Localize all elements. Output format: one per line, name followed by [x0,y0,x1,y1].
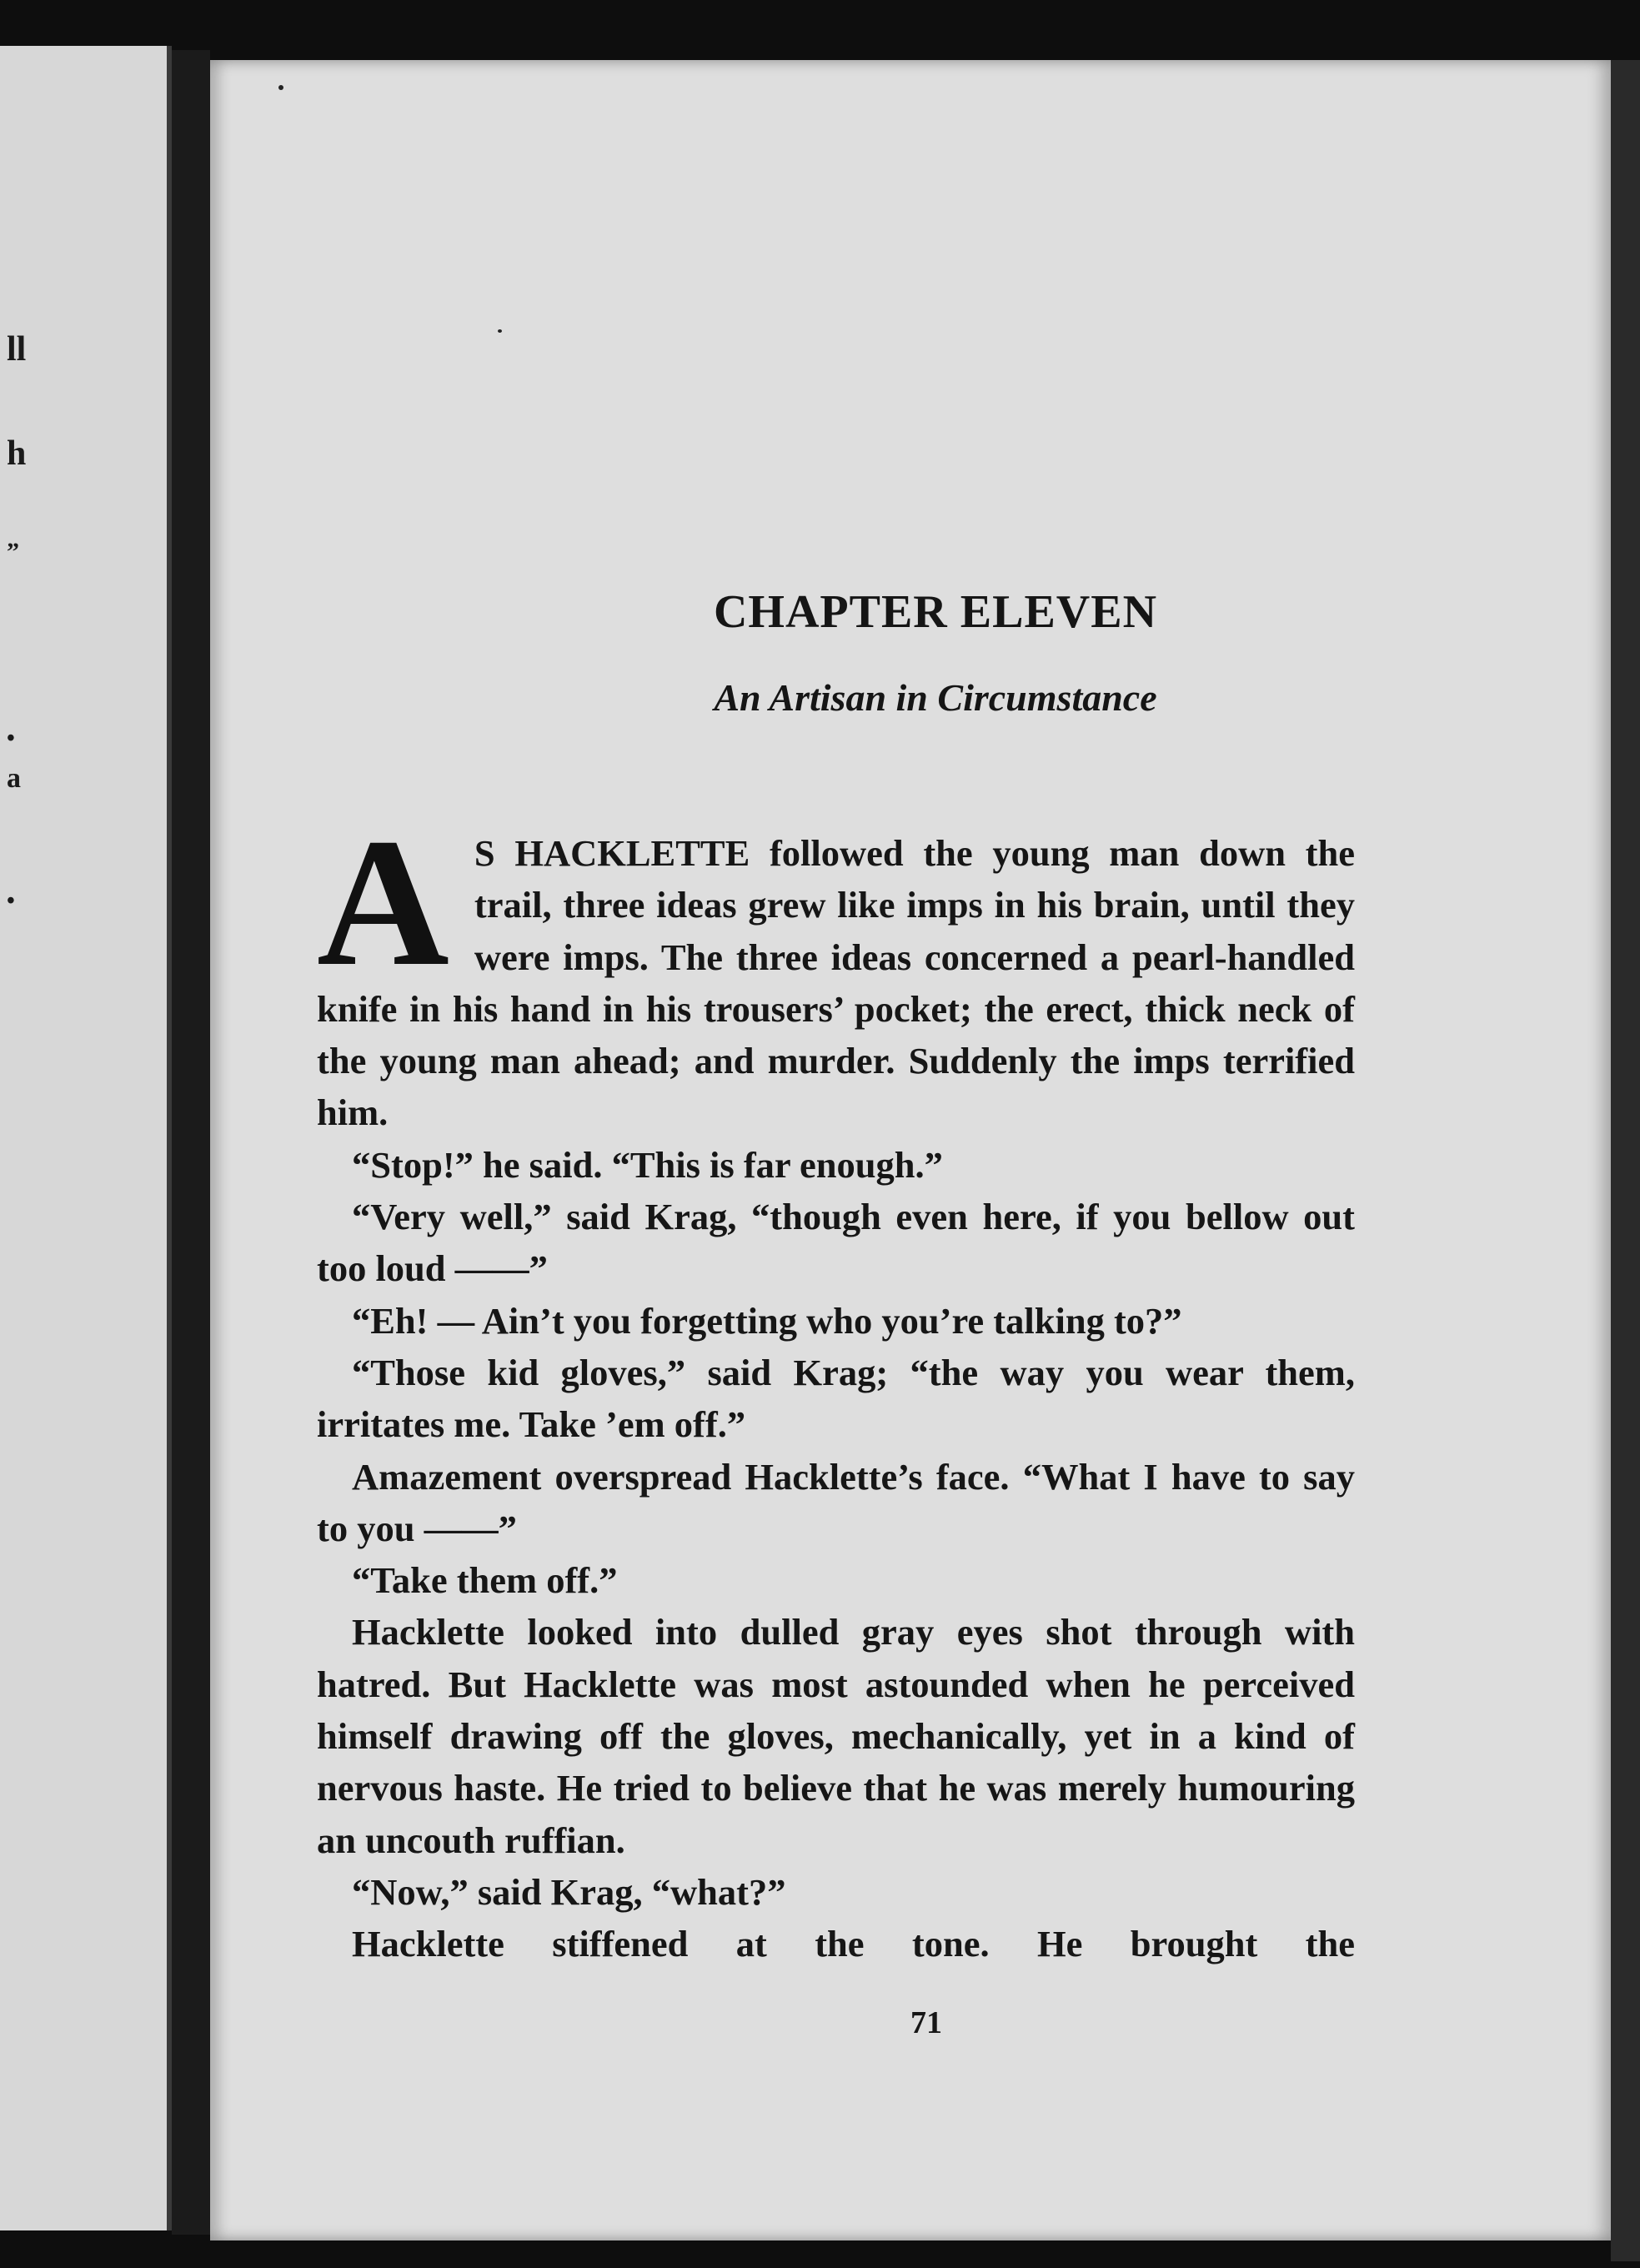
chapter-body [317,800,1355,1970]
chapter-title: CHAPTER ELEVEN [713,586,1158,638]
left-page-fragment: ” [7,538,19,565]
paragraph [317,800,1355,1139]
left-page-fragment: • [7,725,15,751]
left-page-fragment: h [7,434,27,473]
page-edge-shadow [1611,60,1640,2261]
paragraph: “Now,” said Krag, “what?” [352,1870,786,1913]
paragraph: “Very well,” said Krag, “though even here, if you bellow out too loud ——” [317,1196,1355,1290]
book-gutter [172,50,210,2235]
paragraph: “Take them off.” [352,1559,618,1602]
paragraph: “Eh! — Ain’t you forgetting who you’re talking to?” [352,1299,1182,1342]
paragraph: Amazement overspread Hacklette’s face. “What I have to say to you ——” [317,1455,1355,1549]
left-page-fragment: • [7,888,15,914]
page-speck [278,85,283,90]
paragraph: “Those kid gloves,” said Krag; “the way you wear them, irritates me. Take ’em off.” [317,1351,1355,1446]
paragraph: Hacklette stiffened at the tone. He brought the [352,1923,1355,1965]
drop-cap: A [317,800,449,1004]
left-facing-page [0,46,172,2230]
left-page-fragment: a [7,763,21,794]
paragraph: “Stop!” he said. “This is far enough.” [352,1143,943,1186]
left-page-fragment: ll [7,330,27,369]
paragraph-text: S HACKLETTE followed the young man down the trail, three ideas grew like imps in his brain, until they were imps. The three ideas concerned a pearl-handled knife in his hand in his trousers’ pocket; the erect, thick neck of the young man ahead; and murder. Suddenly the imps terrified him. [317,832,1355,1134]
book-page [210,60,1611,2240]
chapter-subtitle: An Artisan in Circumstance [714,676,1157,719]
page-speck [498,329,502,333]
page-number: 71 [910,2005,942,2040]
paragraph: Hacklette looked into dulled gray eyes shot through with hatred. But Hacklette was most astounded when he perceived himself drawing off the gloves, mechanically, yet in a kind of nervous haste. He tried to believe that he was merely humouring an uncouth ruffian. [317,1611,1355,1861]
